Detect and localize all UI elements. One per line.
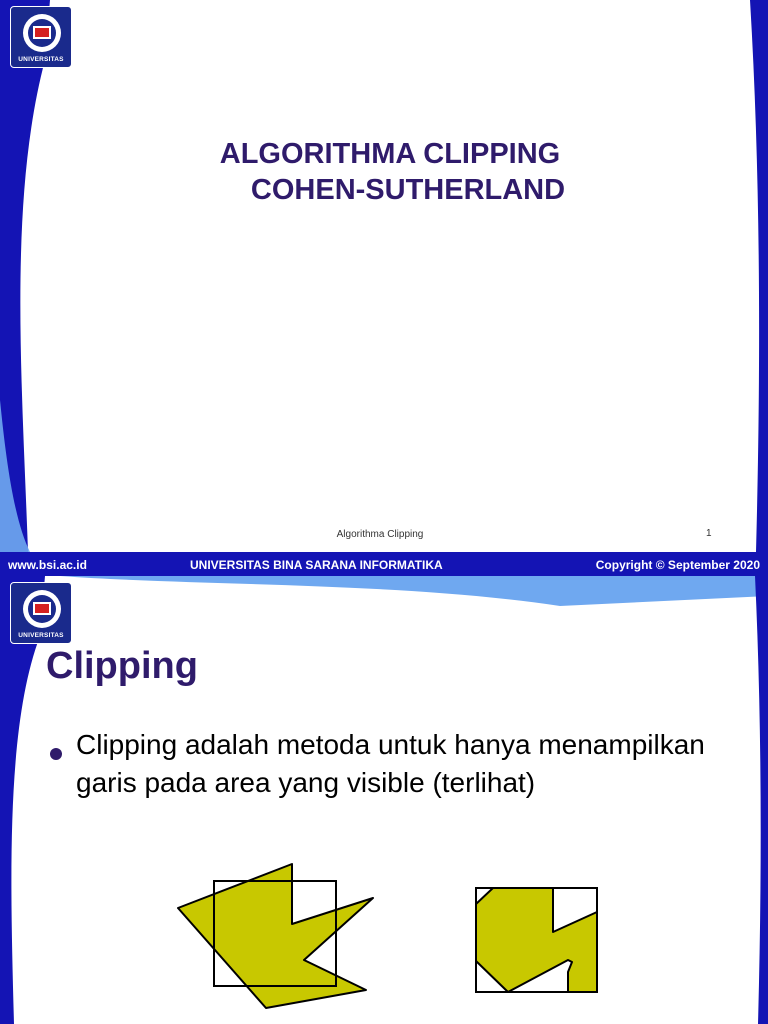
university-name: UNIVERSITAS BINA SARANA INFORMATIKA — [190, 558, 443, 572]
university-logo — [10, 6, 72, 68]
clipping-illustration — [0, 576, 768, 1024]
logo-text: UNIVERSITAS — [18, 56, 64, 63]
slide-title — [150, 136, 630, 208]
polygon-after-clipping — [476, 888, 597, 992]
page-number: 1 — [706, 528, 712, 539]
footer-band — [0, 552, 768, 576]
footer-label: Algorithma Clipping — [336, 529, 424, 540]
title-line-2: COHEN-SUTHERLAND — [250, 174, 566, 206]
slide-2 — [0, 576, 768, 1024]
slide-heading: Clipping — [46, 645, 198, 687]
bullet-text: Clipping adalah metoda untuk hanya menampilkan garis pada area yang visible (terlihat) — [76, 729, 705, 798]
polygon-before-clipping — [178, 864, 373, 1008]
website-link[interactable]: www.bsi.ac.id — [8, 558, 87, 572]
title-line-1: ALGORITHMA CLIPPING — [219, 138, 561, 170]
logo-text: UNIVERSITAS — [18, 632, 64, 639]
copyright-text: Copyright © September 2020 — [595, 558, 760, 572]
